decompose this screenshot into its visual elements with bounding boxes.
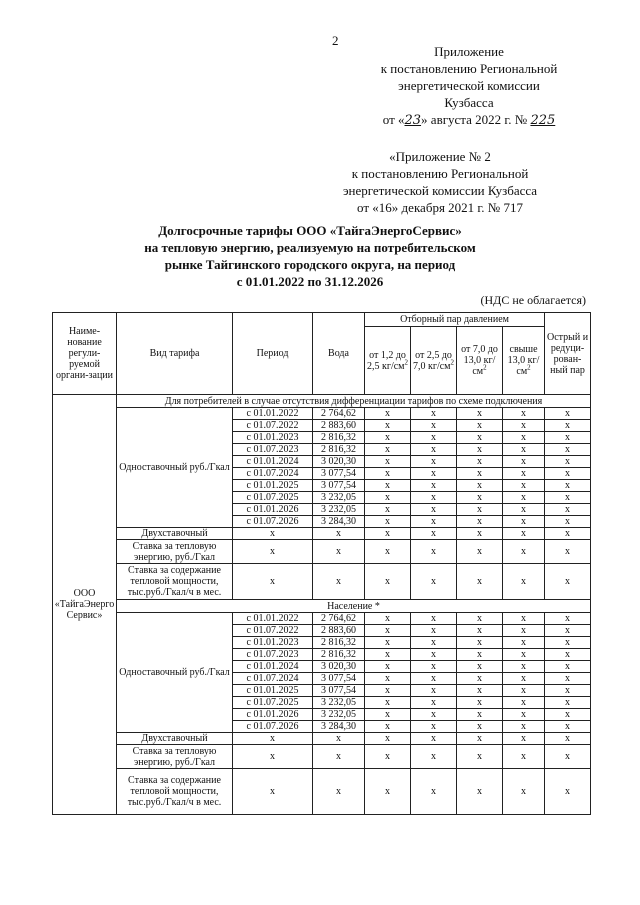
period-cell: с 01.01.2024	[233, 456, 313, 468]
water-value-cell: 2 816,32	[313, 432, 365, 444]
appendix-line-2: к постановлению Региональной	[380, 61, 558, 76]
row-na-2: х	[457, 468, 503, 480]
two-part-na-5: х	[503, 733, 545, 745]
row-na-2: х	[457, 420, 503, 432]
header-tariff-type: Вид тарифа	[117, 313, 233, 395]
header-steam-3-sq: 2	[483, 363, 487, 372]
two-part-na-5: х	[503, 528, 545, 540]
two-part-na-1: х	[313, 528, 365, 540]
rate-power-na-6: х	[545, 769, 591, 815]
rate-energy-na-5: х	[503, 745, 545, 769]
water-value-cell: 3 232,05	[313, 504, 365, 516]
two-part-na-6: х	[545, 528, 591, 540]
row-na-1: х	[411, 661, 457, 673]
row-na-2: х	[457, 480, 503, 492]
table-row-two-part	[53, 528, 591, 540]
rate-power-na-5: х	[503, 769, 545, 815]
rate-energy-na-0: х	[233, 745, 313, 769]
rate-energy-label: Ставка за тепловую энергию, руб./Гкал	[117, 540, 233, 564]
row-na-3: х	[503, 685, 545, 697]
row-na-4: х	[545, 721, 591, 733]
table-row-rate-power	[53, 769, 591, 815]
header-steam-4	[503, 327, 545, 395]
row-na-1: х	[411, 432, 457, 444]
rate-energy-na-4: х	[457, 540, 503, 564]
appendix2-line-2: к постановлению Региональной	[351, 166, 529, 181]
row-na-0: х	[365, 721, 411, 733]
rate-power-na-1: х	[313, 769, 365, 815]
title-line-4: с 01.01.2022 по 31.12.2026	[236, 274, 384, 289]
period-cell: с 01.07.2023	[233, 444, 313, 456]
table-row-rate-energy	[53, 745, 591, 769]
row-na-3: х	[503, 468, 545, 480]
decree-number-handwritten: 225	[530, 113, 556, 128]
date-middle: » августа 2022 г. №	[421, 112, 528, 127]
period-cell: с 01.01.2023	[233, 432, 313, 444]
rate-power-na-2: х	[365, 564, 411, 600]
rate-energy-na-1: х	[313, 745, 365, 769]
period-cell: с 01.01.2026	[233, 504, 313, 516]
water-value-cell: 3 284,30	[313, 516, 365, 528]
row-na-1: х	[411, 444, 457, 456]
table-row-rate-power	[53, 564, 591, 600]
row-na-2: х	[457, 432, 503, 444]
appendix2-line-4: от «16» декабря 2021 г. № 717	[357, 200, 523, 215]
row-na-4: х	[545, 480, 591, 492]
water-value-cell: 2 764,62	[313, 613, 365, 625]
rate-energy-na-6: х	[545, 745, 591, 769]
header-sharp-steam: Острый и редуци-рован-ный пар	[545, 313, 591, 395]
row-na-1: х	[411, 456, 457, 468]
row-na-4: х	[545, 444, 591, 456]
row-na-0: х	[365, 456, 411, 468]
row-na-2: х	[457, 625, 503, 637]
row-na-2: х	[457, 637, 503, 649]
row-na-0: х	[365, 492, 411, 504]
row-na-1: х	[411, 637, 457, 649]
row-na-3: х	[503, 637, 545, 649]
period-cell: с 01.01.2025	[233, 480, 313, 492]
date-day-handwritten: 23	[404, 113, 422, 128]
row-na-2: х	[457, 444, 503, 456]
period-cell: с 01.07.2024	[233, 468, 313, 480]
period-cell: с 01.07.2026	[233, 516, 313, 528]
row-na-0: х	[365, 432, 411, 444]
header-steam-4-sq: 2	[527, 363, 531, 372]
row-na-0: х	[365, 637, 411, 649]
table-row	[53, 613, 591, 625]
header-steam-2-sq: 2	[450, 358, 454, 367]
row-na-3: х	[503, 673, 545, 685]
header-steam-3-text: от 7,0 до 13,0 кг/см	[461, 344, 498, 377]
row-na-0: х	[365, 444, 411, 456]
row-na-3: х	[503, 420, 545, 432]
appendix-header	[354, 43, 584, 129]
water-value-cell: 3 077,54	[313, 685, 365, 697]
water-value-cell: 3 284,30	[313, 721, 365, 733]
document-title	[120, 222, 500, 290]
row-na-2: х	[457, 492, 503, 504]
row-na-1: х	[411, 709, 457, 721]
section-label: Население *	[117, 600, 591, 613]
table-row-rate-energy	[53, 540, 591, 564]
row-na-1: х	[411, 721, 457, 733]
period-cell: с 01.01.2026	[233, 709, 313, 721]
row-na-2: х	[457, 504, 503, 516]
row-na-2: х	[457, 697, 503, 709]
row-na-0: х	[365, 480, 411, 492]
row-na-0: х	[365, 516, 411, 528]
rate-power-na-3: х	[411, 769, 457, 815]
row-na-4: х	[545, 516, 591, 528]
two-part-na-3: х	[411, 528, 457, 540]
two-part-na-0: х	[233, 733, 313, 745]
row-na-3: х	[503, 625, 545, 637]
row-na-4: х	[545, 468, 591, 480]
rate-power-na-4: х	[457, 564, 503, 600]
row-na-4: х	[545, 649, 591, 661]
table-row-two-part	[53, 733, 591, 745]
period-cell: с 01.07.2025	[233, 697, 313, 709]
row-na-2: х	[457, 649, 503, 661]
row-na-4: х	[545, 432, 591, 444]
row-na-2: х	[457, 721, 503, 733]
vat-note: (НДС не облагается)	[480, 293, 586, 307]
row-na-0: х	[365, 625, 411, 637]
org-name: ООО «ТайгаЭнерго Сервис»	[53, 395, 117, 815]
row-na-0: х	[365, 673, 411, 685]
row-na-3: х	[503, 432, 545, 444]
date-prefix: от «	[382, 112, 405, 127]
title-line-1: Долгосрочные тарифы ООО «ТайгаЭнергоСервис»	[158, 223, 462, 238]
row-na-1: х	[411, 480, 457, 492]
header-steam-3	[457, 327, 503, 395]
period-cell: с 01.07.2022	[233, 625, 313, 637]
water-value-cell: 3 020,30	[313, 456, 365, 468]
row-na-4: х	[545, 504, 591, 516]
water-value-cell: 2 816,32	[313, 649, 365, 661]
appendix2-line-3: энергетической комиссии Кузбасса	[342, 183, 538, 198]
row-na-3: х	[503, 721, 545, 733]
two-part-na-1: х	[313, 733, 365, 745]
row-na-2: х	[457, 685, 503, 697]
row-na-4: х	[545, 637, 591, 649]
row-na-0: х	[365, 613, 411, 625]
row-na-1: х	[411, 685, 457, 697]
period-cell: с 01.07.2022	[233, 420, 313, 432]
header-steam-1-sq: 2	[404, 358, 408, 367]
row-na-4: х	[545, 456, 591, 468]
row-na-3: х	[503, 480, 545, 492]
two-part-na-2: х	[365, 528, 411, 540]
section-label-row	[53, 395, 591, 408]
header-steam-2-text: от 2,5 до 7,0 кг/см	[412, 349, 452, 372]
row-na-1: х	[411, 492, 457, 504]
row-na-4: х	[545, 697, 591, 709]
water-value-cell: 2 883,60	[313, 420, 365, 432]
appendix-2-header	[320, 148, 560, 216]
period-cell: с 01.01.2025	[233, 685, 313, 697]
row-na-0: х	[365, 504, 411, 516]
two-part-na-4: х	[457, 528, 503, 540]
row-na-3: х	[503, 456, 545, 468]
two-part-na-6: х	[545, 733, 591, 745]
row-na-3: х	[503, 709, 545, 721]
row-na-1: х	[411, 408, 457, 420]
rate-power-na-3: х	[411, 564, 457, 600]
title-line-3: рынке Тайгинского городского округа, на период	[164, 257, 456, 272]
row-na-2: х	[457, 456, 503, 468]
row-na-0: х	[365, 420, 411, 432]
row-na-0: х	[365, 468, 411, 480]
rate-energy-na-5: х	[503, 540, 545, 564]
row-na-0: х	[365, 661, 411, 673]
water-value-cell: 3 077,54	[313, 468, 365, 480]
row-na-4: х	[545, 613, 591, 625]
tariff-type-one-part: Одноставочный руб./Гкал	[117, 613, 233, 733]
tariff-table	[52, 312, 591, 815]
rate-power-na-1: х	[313, 564, 365, 600]
water-value-cell: 3 232,05	[313, 697, 365, 709]
row-na-2: х	[457, 673, 503, 685]
row-na-2: х	[457, 661, 503, 673]
row-na-4: х	[545, 492, 591, 504]
page-number: 2	[332, 33, 339, 48]
row-na-3: х	[503, 444, 545, 456]
rate-power-na-2: х	[365, 769, 411, 815]
water-value-cell: 3 077,54	[313, 673, 365, 685]
row-na-0: х	[365, 408, 411, 420]
row-na-1: х	[411, 673, 457, 685]
appendix2-line-1: «Приложение № 2	[389, 149, 491, 164]
row-na-4: х	[545, 673, 591, 685]
row-na-0: х	[365, 685, 411, 697]
row-na-1: х	[411, 468, 457, 480]
row-na-4: х	[545, 661, 591, 673]
row-na-3: х	[503, 649, 545, 661]
row-na-1: х	[411, 625, 457, 637]
rate-energy-na-0: х	[233, 540, 313, 564]
row-na-4: х	[545, 420, 591, 432]
rate-power-na-0: х	[233, 564, 313, 600]
row-na-1: х	[411, 613, 457, 625]
water-value-cell: 2 883,60	[313, 625, 365, 637]
tariff-type-two-part: Двухставочный	[117, 733, 233, 745]
two-part-na-0: х	[233, 528, 313, 540]
row-na-0: х	[365, 709, 411, 721]
row-na-3: х	[503, 504, 545, 516]
header-steam-1	[365, 327, 411, 395]
appendix-date-line	[354, 111, 584, 129]
row-na-1: х	[411, 697, 457, 709]
row-na-2: х	[457, 709, 503, 721]
appendix-line-3: энергетической комиссии	[398, 78, 540, 93]
rate-power-na-0: х	[233, 769, 313, 815]
row-na-4: х	[545, 625, 591, 637]
two-part-na-4: х	[457, 733, 503, 745]
table-row	[53, 408, 591, 420]
row-na-3: х	[503, 492, 545, 504]
header-period: Период	[233, 313, 313, 395]
period-cell: с 01.07.2026	[233, 721, 313, 733]
rate-power-label: Ставка за содержание тепловой мощности, тыс.руб./Гкал/ч в мес.	[117, 769, 233, 815]
rate-power-na-5: х	[503, 564, 545, 600]
row-na-2: х	[457, 613, 503, 625]
water-value-cell: 2 816,32	[313, 637, 365, 649]
water-value-cell: 3 232,05	[313, 709, 365, 721]
row-na-1: х	[411, 504, 457, 516]
row-na-3: х	[503, 408, 545, 420]
row-na-1: х	[411, 420, 457, 432]
period-cell: с 01.07.2025	[233, 492, 313, 504]
row-na-3: х	[503, 661, 545, 673]
header-steam-2	[411, 327, 457, 395]
two-part-na-2: х	[365, 733, 411, 745]
row-na-2: х	[457, 516, 503, 528]
tariff-type-two-part: Двухставочный	[117, 528, 233, 540]
rate-energy-na-1: х	[313, 540, 365, 564]
rate-energy-na-4: х	[457, 745, 503, 769]
period-cell: с 01.01.2022	[233, 408, 313, 420]
row-na-1: х	[411, 516, 457, 528]
water-value-cell: 3 020,30	[313, 661, 365, 673]
section-label-row	[53, 600, 591, 613]
header-water: Вода	[313, 313, 365, 395]
row-na-3: х	[503, 697, 545, 709]
row-na-1: х	[411, 649, 457, 661]
header-steam-group: Отборный пар давлением	[365, 313, 545, 327]
appendix-line-4: Кузбасса	[444, 95, 494, 110]
row-na-3: х	[503, 613, 545, 625]
water-value-cell: 3 077,54	[313, 480, 365, 492]
row-na-4: х	[545, 685, 591, 697]
water-value-cell: 3 232,05	[313, 492, 365, 504]
appendix-line-1: Приложение	[434, 44, 504, 59]
rate-energy-na-3: х	[411, 540, 457, 564]
period-cell: с 01.07.2024	[233, 673, 313, 685]
rate-energy-na-2: х	[365, 540, 411, 564]
period-cell: с 01.01.2022	[233, 613, 313, 625]
tariff-table-body	[53, 395, 591, 815]
row-na-4: х	[545, 408, 591, 420]
period-cell: с 01.01.2023	[233, 637, 313, 649]
water-value-cell: 2 764,62	[313, 408, 365, 420]
section-label: Для потребителей в случае отсутствия дифференциации тарифов по схеме подключения	[117, 395, 591, 408]
period-cell: с 01.01.2024	[233, 661, 313, 673]
rate-power-na-6: х	[545, 564, 591, 600]
rate-energy-na-3: х	[411, 745, 457, 769]
row-na-0: х	[365, 649, 411, 661]
rate-energy-label: Ставка за тепловую энергию, руб./Гкал	[117, 745, 233, 769]
period-cell: с 01.07.2023	[233, 649, 313, 661]
row-na-0: х	[365, 697, 411, 709]
row-na-2: х	[457, 408, 503, 420]
title-line-2: на тепловую энергию, реализуемую на потребительском	[144, 240, 476, 255]
row-na-3: х	[503, 516, 545, 528]
header-org: Наиме-нование регули-руемой органи-зации	[53, 313, 117, 395]
rate-power-label: Ставка за содержание тепловой мощности, тыс.руб./Гкал/ч в мес.	[117, 564, 233, 600]
rate-power-na-4: х	[457, 769, 503, 815]
two-part-na-3: х	[411, 733, 457, 745]
header-steam-4-text: свыше 13,0 кг/см	[507, 344, 540, 377]
row-na-4: х	[545, 709, 591, 721]
header-steam-1-text: от 1,2 до 2,5 кг/см	[366, 349, 406, 372]
rate-energy-na-2: х	[365, 745, 411, 769]
rate-energy-na-6: х	[545, 540, 591, 564]
water-value-cell: 2 816,32	[313, 444, 365, 456]
tariff-type-one-part: Одноставочный руб./Гкал	[117, 408, 233, 528]
